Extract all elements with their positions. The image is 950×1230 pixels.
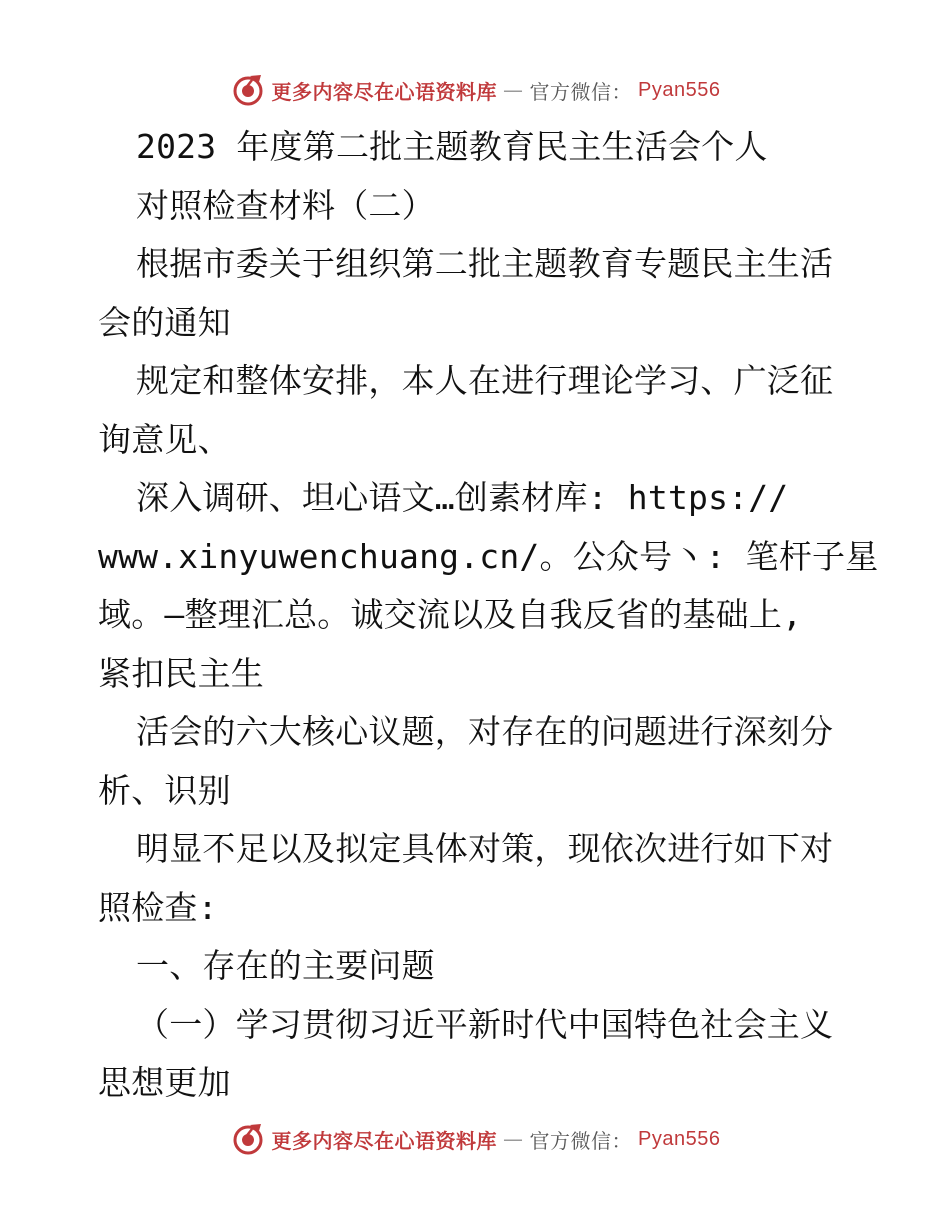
document-body bbox=[98, 118, 879, 1113]
watermark-main-text: 更多内容尽在心语资料库 bbox=[271, 79, 498, 104]
watermark-separator: — bbox=[503, 78, 524, 102]
watermark-separator: — bbox=[503, 1127, 524, 1151]
doc-paragraph-line: 规定和整体安排，本人在进行理论学习、广泛征 bbox=[136, 361, 834, 400]
watermark-wechat-id: Pyan556 bbox=[638, 1127, 721, 1150]
doc-paragraph-line: 明显不足以及拟定具体对策，现依次进行如下对 bbox=[136, 829, 834, 868]
watermark-main-text: 更多内容尽在心语资料库 bbox=[271, 1128, 498, 1153]
doc-paragraph-line: 析、识别 bbox=[98, 770, 231, 810]
doc-subsection-heading: 思想更加 bbox=[98, 1063, 231, 1102]
doc-title-line-1: 2023 年度第二批主题教育民主生活会个人 bbox=[136, 127, 768, 166]
doc-paragraph-line: www.xinyuwenchuang.cn/。公众号丶: 笔杆子星 bbox=[98, 536, 879, 576]
watermark-banner-bottom bbox=[0, 1121, 950, 1157]
doc-section-heading: 一、存在的主要问题 bbox=[136, 946, 435, 985]
doc-paragraph-line: 询意见、 bbox=[98, 419, 231, 459]
doc-paragraph-line: 紧扣民主生 bbox=[98, 653, 264, 693]
doc-paragraph-line: 深入调研、坦心语文…创素材库: https:// bbox=[136, 478, 789, 517]
watermark-banner-top bbox=[0, 72, 950, 108]
doc-paragraph-line: 会的通知 bbox=[98, 302, 231, 342]
doc-title-line-2: 对照检查材料（二） bbox=[136, 185, 435, 225]
doc-paragraph-line: 照检查: bbox=[98, 887, 218, 927]
doc-paragraph-line: 根据市委关于组织第二批主题教育专题民主生活 bbox=[136, 244, 834, 283]
pen-logo-icon bbox=[230, 72, 266, 108]
watermark-official-label: 官方微信： bbox=[529, 1128, 633, 1153]
doc-paragraph-line: 域。—整理汇总。诚交流以及自我反省的基础上, bbox=[98, 595, 803, 634]
pen-logo-icon bbox=[230, 1121, 266, 1157]
watermark-wechat-id: Pyan556 bbox=[638, 78, 721, 101]
doc-paragraph-line: 活会的六大核心议题，对存在的问题进行深刻分 bbox=[136, 712, 834, 751]
doc-subsection-heading: （一）学习贯彻习近平新时代中国特色社会主义 bbox=[136, 1004, 834, 1044]
watermark-official-label: 官方微信： bbox=[529, 79, 633, 104]
